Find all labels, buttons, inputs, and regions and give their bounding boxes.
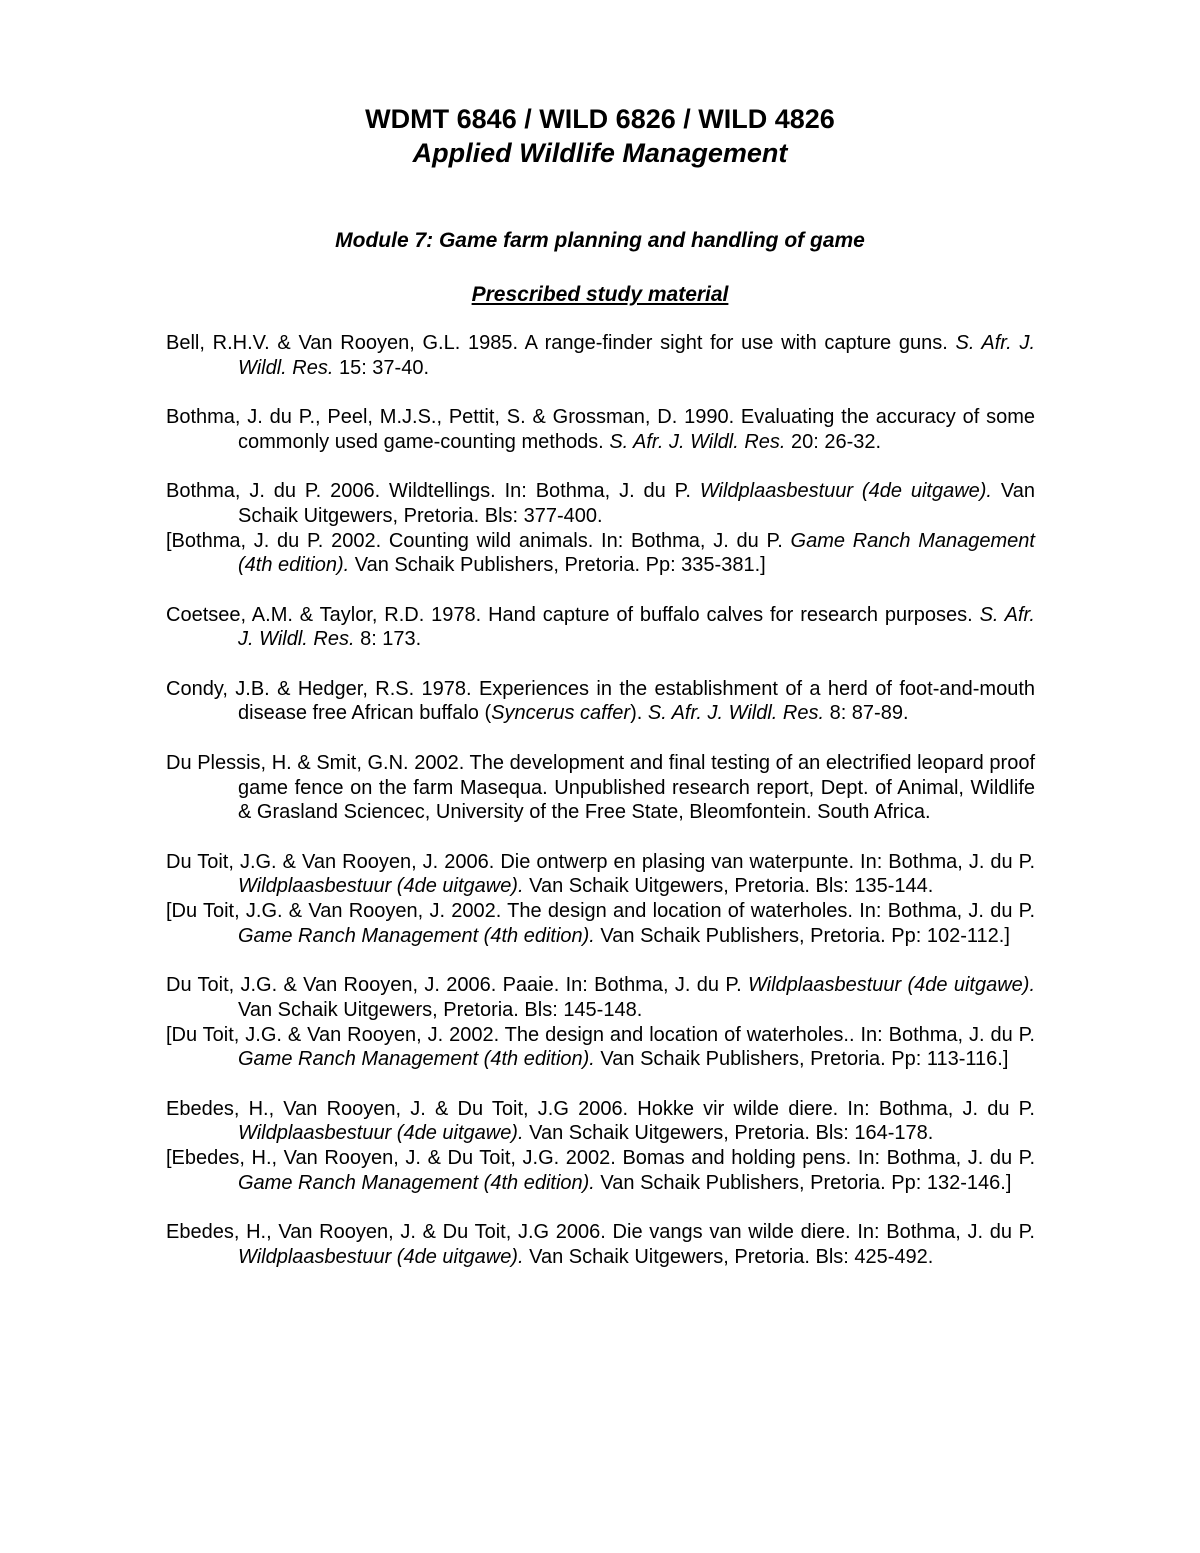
reference-italic-text: S. Afr. J. Wildl. Res. [238, 332, 1035, 379]
reference-entry [166, 479, 1035, 528]
reference-text: ). [630, 702, 648, 725]
reference-text: 8: 87-89. [824, 702, 909, 725]
reference-entry [166, 331, 1035, 380]
reference-text: Van Schaik Publishers, Pretoria. Pp: 113-116.] [594, 1048, 1009, 1071]
reference-italic-text: S. Afr. J. Wildl. Res. [238, 603, 1035, 651]
reference-entry [166, 529, 1035, 578]
reference-text: Condy, J.B. & Hedger, R.S. 1978. Experiences in the establishment of a herd of foot-and-mouth disease free African buffalo ( [166, 677, 1035, 725]
reference-entry [166, 405, 1035, 454]
reference-text: [Ebedes, H., Van Rooyen, J. & Du Toit, J.G. 2002. Bomas and holding pens. In: Bothma, J. du P. [166, 1147, 1035, 1170]
reference-text: Bothma, J. du P. 2006. Wildtellings. In: Bothma, J. du P. [166, 480, 700, 503]
reference-text: [Du Toit, J.G. & Van Rooyen, J. 2002. The design and location of waterholes.. In: Bothma, J. du P. [166, 1023, 1035, 1046]
reference-text: Ebedes, H., Van Rooyen, J. & Du Toit, J.G 2006. Hokke vir wilde diere. In: Bothma, J. du P. [166, 1097, 1035, 1120]
section-heading: Prescribed study material [471, 283, 729, 306]
reference-italic-text: Wildplaasbestuur (4de uitgawe). [747, 974, 1035, 997]
reference-text: Bell, R.H.V. & Van Rooyen, G.L. 1985. A range-finder sight for use with capture guns. [166, 332, 956, 354]
reference-italic-text: Game Ranch Management (4th edition). [238, 529, 1035, 577]
reference-italic-text: Wildplaasbestuur (4de uitgawe). [238, 1245, 524, 1268]
reference-text: Du Toit, J.G. & Van Rooyen, J. 2006. Paaie. In: Bothma, J. du P. [166, 974, 748, 997]
reference-text: Du Plessis, H. & Smit, G.N. 2002. The development and final testing of an electrified leopard proof game fence on the farm Masequa. Unpublished research report, Dept. of Animal, Wildlife & Grasland Sciencec, University of the Free State, Bleomfontein. South Africa. [166, 751, 1035, 824]
reference-entry [166, 603, 1035, 652]
reference-text: 8: 173. [354, 628, 422, 651]
reference-text: Van Schaik Publishers, Pretoria. Pp: 335-381.] [349, 554, 766, 577]
reference-italic-text: S. Afr. J. Wildl. Res. [609, 430, 786, 453]
reference-text: Van Schaik Publishers, Pretoria. Pp: 102-112.] [594, 924, 1010, 947]
reference-italic-text: Syncerus caffer [491, 702, 631, 725]
reference-entry [166, 850, 1035, 899]
reference-text: [Du Toit, J.G. & Van Rooyen, J. 2002. The design and location of waterholes. In: Bothma, J. du P. [166, 900, 1035, 923]
reference-text: Van Schaik Uitgewers, Pretoria. Bls: 135-144. [523, 875, 934, 898]
reference-text: Van Schaik Uitgewers, Pretoria. Bls: 377-400. [238, 480, 1035, 527]
reference-text: 15: 37-40. [333, 356, 430, 379]
course-title: Applied Wildlife Management [412, 138, 788, 168]
reference-list [166, 331, 1035, 1270]
reference-entry [166, 899, 1035, 948]
reference-text: Ebedes, H., Van Rooyen, J. & Du Toit, J.G 2006. Die vangs van wilde diere. In: Bothma, J. du P. [166, 1221, 1035, 1244]
reference-text: Du Toit, J.G. & Van Rooyen, J. 2006. Die ontwerp en plasing van waterpunte. In: Bothma, J. du P. [166, 850, 1035, 873]
reference-entry [166, 973, 1035, 1022]
reference-entry [166, 1097, 1035, 1146]
reference-italic-text: Game Ranch Management (4th edition). [238, 1048, 595, 1071]
reference-entry [166, 1023, 1035, 1072]
reference-italic-text: Wildplaasbestuur (4de uitgawe). [699, 480, 992, 503]
reference-text: Bothma, J. du P., Peel, M.J.S., Pettit, S. & Grossman, D. 1990. Evaluating the accuracy of some commonly used game-counting methods. [166, 406, 1035, 453]
reference-italic-text: S. Afr. J. Wildl. Res. [647, 702, 825, 725]
reference-entry [166, 677, 1035, 726]
module-heading: Module 7: Game farm planning and handling of game [335, 229, 865, 252]
reference-text: Van Schaik Publishers, Pretoria. Pp: 132-146.] [594, 1171, 1012, 1194]
reference-text: Van Schaik Uitgewers, Pretoria. Bls: 425-492. [523, 1245, 934, 1268]
reference-italic-text: Game Ranch Management (4th edition). [238, 1171, 595, 1194]
reference-text: [Bothma, J. du P. 2002. Counting wild animals. In: Bothma, J. du P. [166, 529, 791, 552]
reference-text: Van Schaik Uitgewers, Pretoria. Bls: 164-178. [523, 1122, 934, 1145]
reference-italic-text: Wildplaasbestuur (4de uitgawe). [238, 1122, 524, 1145]
reference-entry [166, 1220, 1035, 1269]
reference-text: Coetsee, A.M. & Taylor, R.D. 1978. Hand capture of buffalo calves for research purposes. [166, 603, 980, 626]
reference-entry [166, 1146, 1035, 1195]
reference-entry [166, 751, 1035, 825]
reference-text: 20: 26-32. [785, 430, 882, 453]
course-codes-title: WDMT 6846 / WILD 6826 / WILD 4826 [365, 104, 835, 134]
reference-italic-text: Game Ranch Management (4th edition). [238, 924, 595, 947]
reference-italic-text: Wildplaasbestuur (4de uitgawe). [238, 875, 524, 898]
reference-text: Van Schaik Uitgewers, Pretoria. Bls: 145-148. [238, 998, 643, 1021]
